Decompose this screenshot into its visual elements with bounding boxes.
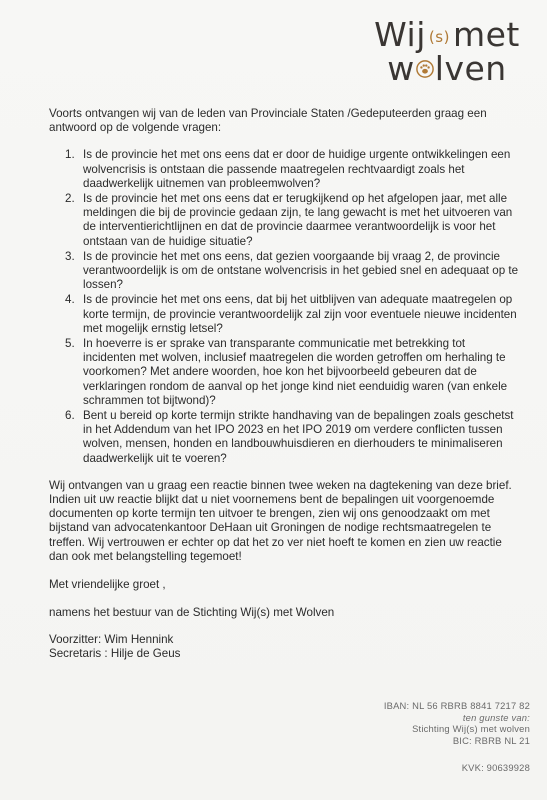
letter-body [49, 107, 519, 661]
question-number: 6. [65, 409, 75, 423]
list-item [49, 337, 519, 408]
organization-logo [367, 15, 527, 88]
paw-icon [416, 52, 434, 70]
on-behalf-line: namens het bestuur van de Stichting Wij(s) met Wolven [49, 606, 335, 620]
kvk-line: KVK: 90639928 [461, 762, 530, 774]
bank-details [384, 700, 530, 774]
question-text: Is de provincie het met ons eens, dat bij het uitblijven van adequate maatregelen op korte termijn, de provincie verantwoordelijk zal zijn voor eventuele nieuwe incidenten met mogelijk ernstig letsel? [83, 293, 517, 335]
question-number: 5. [65, 337, 75, 351]
question-text: In hoeverre is er sprake van transparante communicatie met betrekking tot incidenten met wolven, inclusief maatregelen die worden getroffen om herhaling te voorkomen? Met andere woorden, hoe kon het bijvoorbeeld gebeuren dat de verklaringen rondom de aanval op het jonge kind niet eenduidig waren (van enkele schrammen tot bijtwond)? [83, 337, 508, 407]
bic-line: BIC: RBRB NL 21 [452, 734, 530, 746]
list-item [49, 293, 519, 336]
question-text: Bent u bereid op korte termijn strikte handhaving van de bepalingen zoals geschetst in het Addendum van het IPO 2023 en het IPO 2019 om verdere conflicten tussen wolven, mensen, honden en landbouwhuisdieren en dierhouders te minimaliseren daadwerkelijk uit te voeren? [83, 409, 514, 465]
iban-line: IBAN: NL 56 RBRB 8841 7217 82 [383, 700, 530, 711]
logo-s: (s) [428, 27, 450, 46]
logo-bottom-line [367, 48, 527, 88]
logo-wol-prefix: w [387, 48, 415, 88]
logo-wol-after: lven [434, 48, 507, 88]
logo-wij: Wij [374, 15, 426, 54]
list-item [49, 192, 519, 249]
questions-list [49, 148, 519, 465]
recipient-line: Stichting Wij(s) met wolven [412, 723, 530, 735]
question-text: Is de provincie het met ons eens dat er terugkijkend op het afgelopen jaar, met alle meldingen die bij de provincie gedaan zijn, te lang gewacht is met het uitvoeren van de interventierichtlijnen en dat de provincie daarmee verantwoordelijk is voor het ontstaan van de huidige situatie? [83, 192, 513, 248]
intro-paragraph: Voorts ontvangen wij van de leden van Provinciale Staten /Gedeputeerden graag een antwoord op de volgende vragen: [49, 107, 487, 135]
list-item [49, 250, 519, 293]
question-number: 2. [65, 192, 75, 206]
question-number: 3. [65, 249, 75, 263]
list-item [49, 409, 519, 466]
secretary-line: Secretaris : Hilje de Geus [49, 646, 181, 660]
list-item [49, 148, 519, 191]
question-number: 4. [65, 293, 75, 307]
logo-met: met [452, 15, 520, 54]
question-number: 1. [65, 148, 75, 162]
question-text: Is de provincie het met ons eens, dat gezien voorgaande bij vraag 2, de provincie verantwoordelijk is om de ontstane wolvencrisis in het gebied snel en adequaat op te lossen? [83, 249, 519, 292]
closing-paragraph: Wij ontvangen van u graag een reactie binnen twee weken na dagtekening van deze brief. Indien uit uw reactie blijkt dat u niet voornemens bent de bepalingen uit voorgenoemde documenten op korte termijn ten uitvoer te brengen, zien wij ons genoodzaakt om met bijstand van advocatenkantoor DeHaan uit Groningen de nodige rechtsmaatregelen te treffen. Wij vertrouwen er echter op dat het zo ver niet hoeft te komen en zien uw reactie dan ook met belangstelling tegemoet! [49, 478, 512, 563]
question-text: Is de provincie het met ons eens dat er door de huidige urgente ontwikkelingen een wolvencrisis is ontstaan die passende maatregelen rechtvaardigt zoals het daadwerkelijk uitnemen van probleemwolven? [83, 148, 511, 190]
greeting: Met vriendelijke groet , [49, 578, 166, 592]
chair-line: Voorzitter: Wim Hennink [49, 632, 174, 646]
in-favour-line: ten gunste van: [462, 711, 530, 723]
